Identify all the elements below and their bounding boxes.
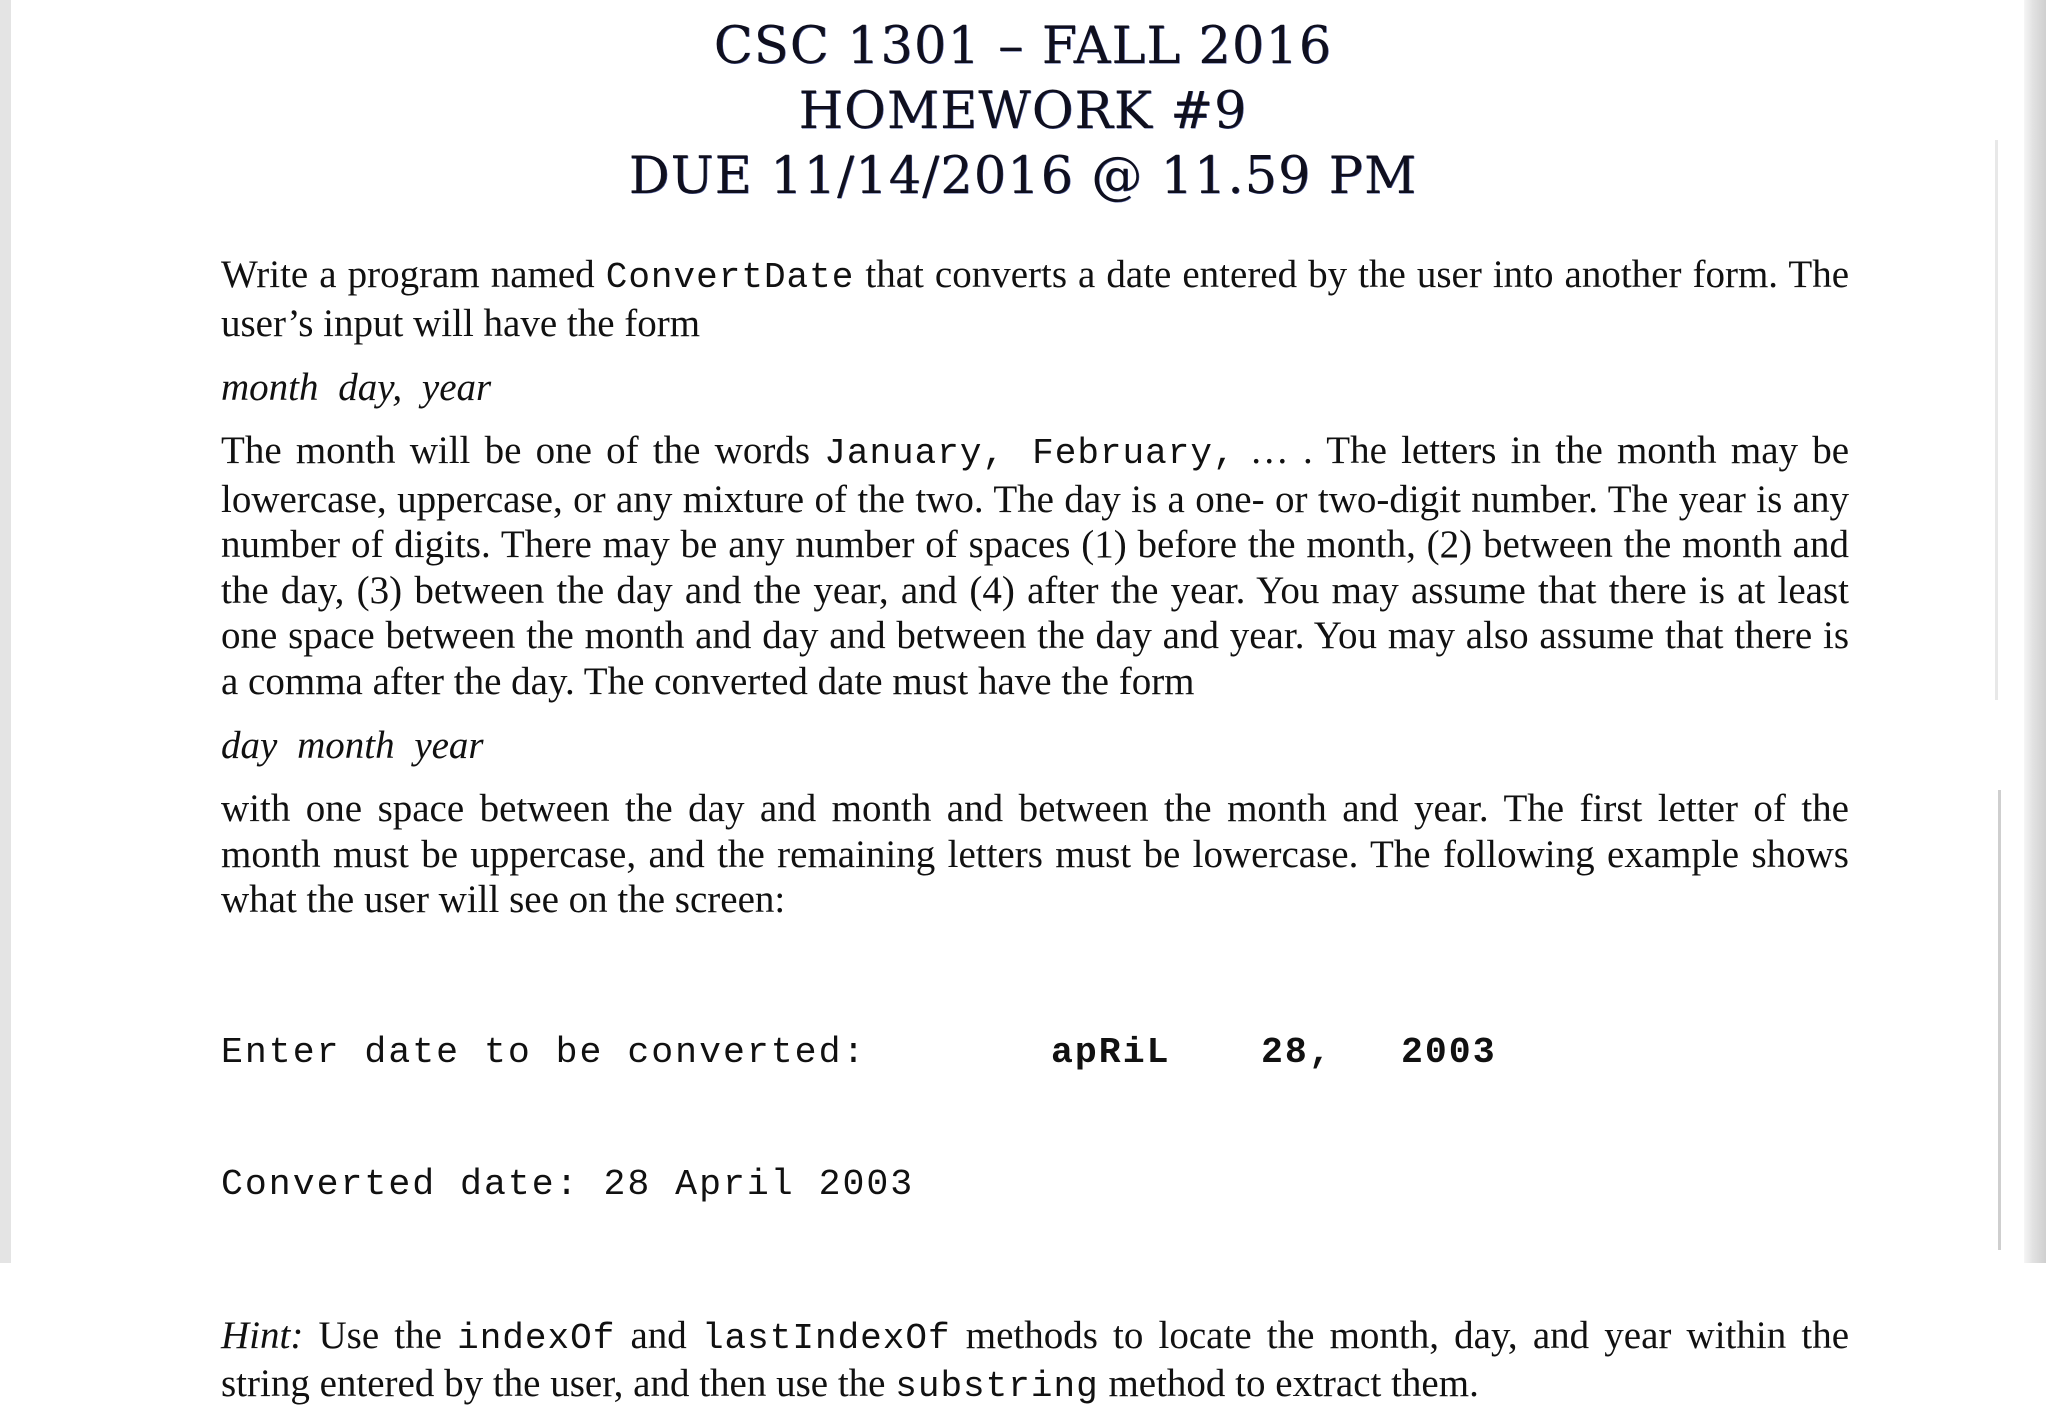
scan-artifact-line [1995,140,1998,700]
result-value: 28 April 2003 [603,1163,915,1205]
method-substring: substring [895,1366,1099,1407]
assignment-header [0,14,2046,209]
details-paragraph: The month will be one of the words January, February, … . The letters in the month may be lowercase, uppercase, or any mixture of the two. The day is a one- or two-digit number. The year is any number of digits. There may be any number of spaces (1) before the month, (2) between the month and the day, (3) between the day and the year, and (4) after the year. You may assume that there is at least one space between the month and day and between the day and year. You may also assume that there is a comma after the day. The converted date must have the form [221,429,1850,703]
method-lastindexof: lastIndexOf [701,1317,951,1359]
prompt-text: Enter date to be converted: [221,1031,867,1073]
scan-artifact-line [1998,790,2001,1250]
output-format: day month year [221,724,484,767]
example-screen [221,943,1849,1295]
assignment-body [221,252,1849,1410]
user-input-year: 2003 [1401,1031,1497,1073]
month-examples: January, February, [824,433,1236,474]
hint-label: Hint: [221,1313,304,1357]
result-line [221,1163,1849,1207]
input-format: month day, year [221,366,492,409]
output-rules-paragraph: with one space between the day and month and between the month and year. The first letter of the month must be uppercase, and the remaining letters must be lowercase. The following example shows what the user will see on the screen: [221,787,1849,921]
method-indexof: indexOf [457,1317,616,1359]
due-date: DUE 11/14/2016 @ 11.59 PM [628,147,1418,206]
homework-title: HOMEWORK #9 [798,82,1248,141]
program-name: ConvertDate [605,257,855,298]
user-input-month: apRiL [1051,1031,1171,1073]
user-input-day: 28, [1261,1031,1333,1073]
course-title: CSC 1301 – FALL 2016 [713,17,1333,76]
prompt-line [221,1031,1849,1075]
intro-paragraph: Write a program named ConvertDate that converts a date entered by the user into another form. The user’s input will have the form [221,253,1850,345]
result-label: Converted date: [221,1163,580,1205]
hint-paragraph: Hint: Use the indexOf and lastIndexOf methods to locate the month, day, and year within the string entered by the user, and then use the substring method to extract them. [221,1313,1850,1407]
